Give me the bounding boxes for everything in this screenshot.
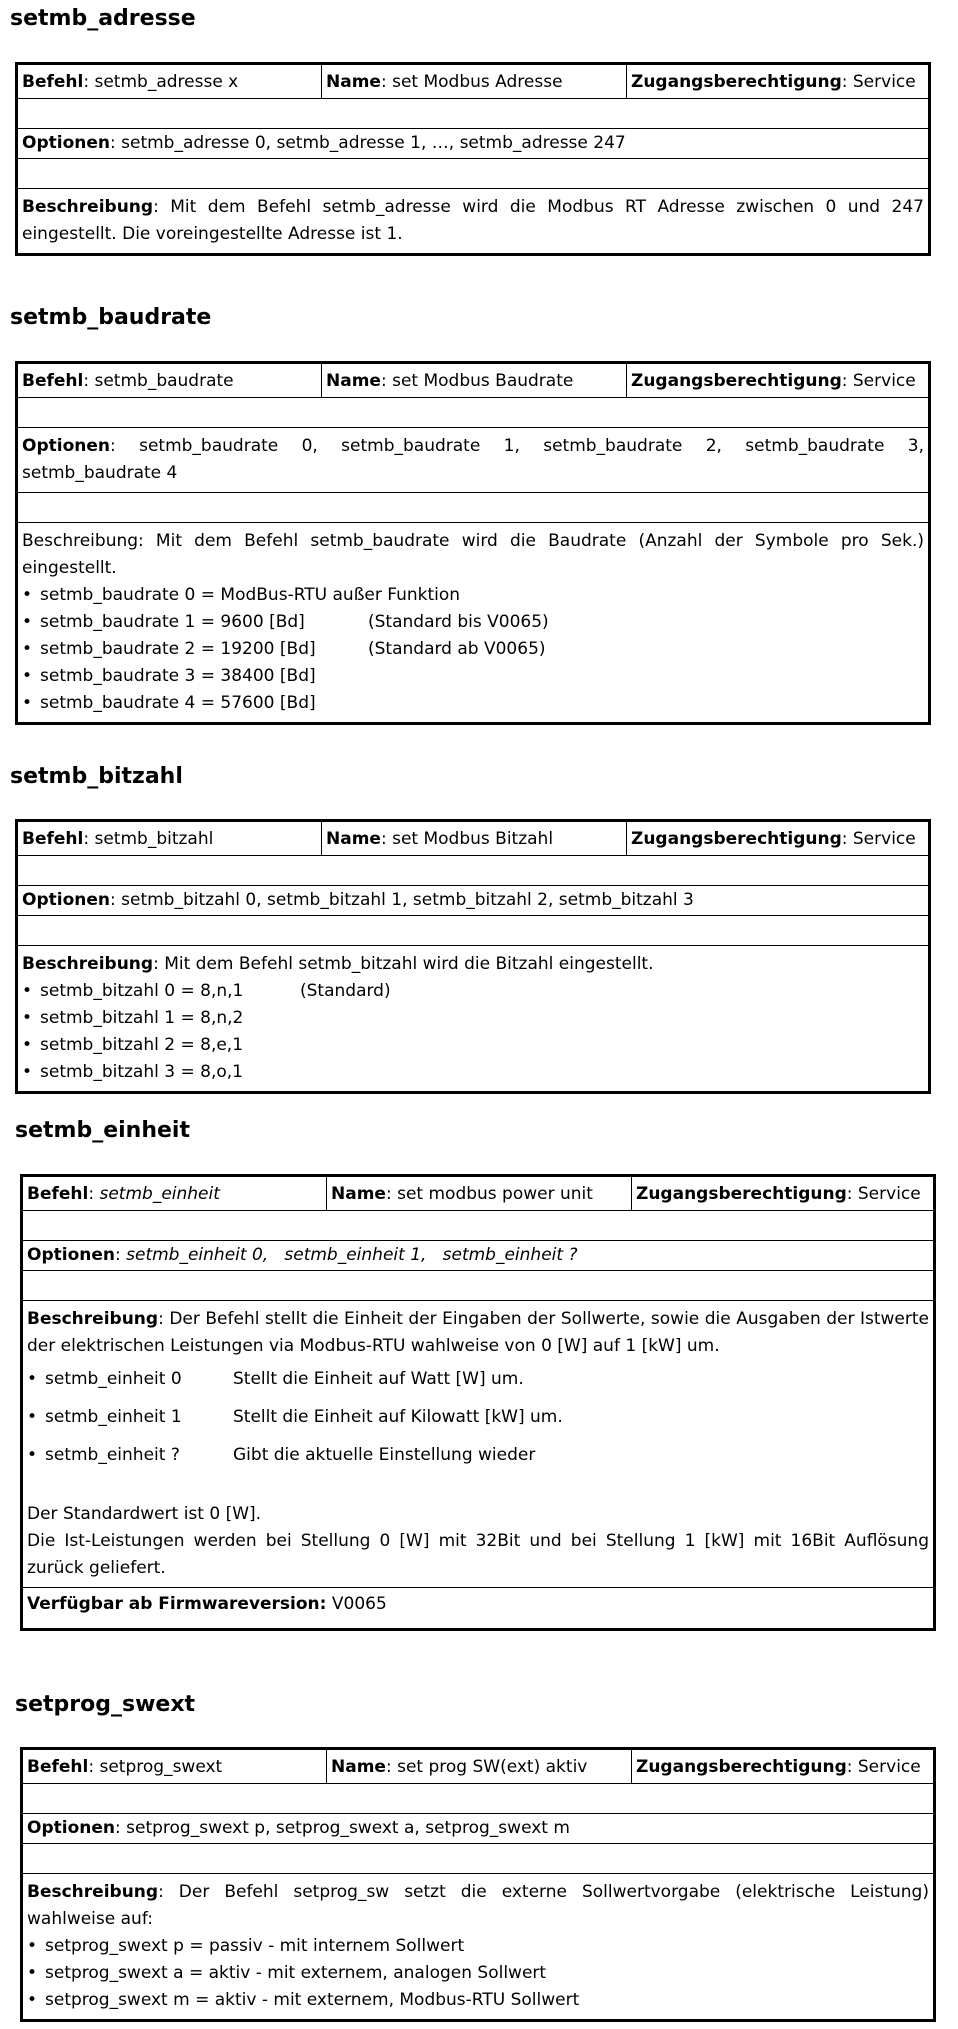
name-cell: Name : set Modbus Adresse	[321, 65, 626, 98]
optionen-row: Optionen: setmb_bitzahl 0, setmb_bitzahl 1, setmb_bitzahl 2, setmb_bitzahl 3	[18, 886, 928, 916]
name-cell: Name : set Modbus Baudrate	[321, 364, 626, 397]
list-item: • setmb_bitzahl 1 = 8,n,2	[22, 1008, 244, 1028]
beschreibung-text: Beschreibung: Mit dem Befehl setmb_baudrate wird die Baudrate (Anzahl der Symbole pro Sek.) eingestellt.	[22, 531, 924, 578]
name-cell: Name : set Modbus Bitzahl	[321, 822, 626, 855]
name-value: set Modbus Bitzahl	[392, 828, 554, 849]
befehl-cell: Befehl : setmb_baudrate	[22, 370, 234, 391]
beschreibung-value: Mit dem Befehl setmb_bitzahl wird die Bitzahl eingestellt.	[164, 954, 654, 974]
list-item: • setmb_bitzahl 0 = 8,n,1 (Standard)	[22, 981, 391, 1001]
empty-row	[18, 159, 928, 189]
beschreibung-value: Mit dem Befehl setmb_adresse wird die Modbus RT Adresse zwischen 0 und 247 eingestellt. Die voreingestellte Adresse ist 1.	[22, 197, 924, 244]
header-row	[18, 364, 928, 398]
access-value: Service	[857, 1756, 921, 1777]
befehl-cell: Befehl : setmb_adresse x	[22, 71, 239, 92]
befehl-value: setprog_swext	[99, 1756, 223, 1777]
firmware-value: V0065	[331, 1594, 387, 1614]
befehl-cell: Befehl : setprog_swext	[27, 1756, 223, 1777]
optionen-row: Optionen: setmb_baudrate 0, setmb_baudrate 1, setmb_baudrate 2, setmb_baudrate 3, setmb_baudrate 4	[18, 428, 928, 493]
header-row	[23, 1750, 933, 1784]
access-value: Service	[857, 1183, 921, 1204]
befehl-value: setmb_adresse x	[94, 71, 239, 92]
section-title: setmb_einheit	[15, 1118, 190, 1143]
befehl-value: setmb_bitzahl	[94, 828, 214, 849]
command-table-setmb-einheit	[20, 1174, 936, 1631]
beschreibung-value: Der Befehl stellt die Einheit der Eingaben der Sollwerte, sowie die Ausgaben der Istwerte der elektrischen Leistungen via Modbus-RTU wahlweise von 0 [W] auf 1 [kW] um.	[27, 1309, 930, 1356]
name-value: set modbus power unit	[397, 1183, 593, 1204]
empty-row	[18, 99, 928, 129]
name-cell: Name : set modbus power unit	[326, 1177, 631, 1210]
section-title: setmb_bitzahl	[10, 764, 183, 789]
beschreibung-row	[18, 946, 928, 1091]
name-value: set Modbus Adresse	[392, 71, 563, 92]
beschreibung-row: Beschreibung: Mit dem Befehl setmb_adresse wird die Modbus RT Adresse zwischen 0 und 247 eingestellt. Die voreingestellte Adresse ist 1.	[22, 197, 924, 244]
empty-row	[18, 493, 928, 523]
access-cell: Zugangsberechtigung : Service	[626, 822, 928, 855]
list-item: • setprog_swext m = aktiv - mit externem, Modbus-RTU Sollwert	[27, 1990, 580, 2010]
command-table-setmb-bitzahl	[15, 819, 931, 1094]
beschreibung-text: Beschreibung: Der Befehl setprog_sw setzt die externe Sollwertvorgabe (elektrische Leistung) wahlweise auf:	[27, 1882, 929, 1929]
beschreibung-text: Beschreibung: Mit dem Befehl setmb_bitzahl wird die Bitzahl eingestellt.	[22, 954, 654, 974]
list-item: • setmb_bitzahl 3 = 8,o,1	[22, 1062, 243, 1082]
section-title: setmb_baudrate	[10, 305, 212, 330]
optionen-row: Optionen: setmb_adresse 0, setmb_adresse 1, …, setmb_adresse 247	[18, 129, 928, 159]
list-item: • setmb_einheit ? Gibt die aktuelle Einstellung wieder	[27, 1445, 536, 1465]
empty-row	[23, 1211, 933, 1241]
beschreibung-value: Der Befehl setprog_sw setzt die externe Sollwertvorgabe (elektrische Leistung) wahlweise auf:	[27, 1882, 929, 1929]
beschreibung-row	[23, 1301, 933, 1588]
list-item: • setmb_einheit 0 Stellt die Einheit auf Watt [W] um.	[27, 1369, 524, 1389]
list-item: • setmb_baudrate 4 = 57600 [Bd]	[22, 693, 316, 713]
command-table-setprog-swext	[20, 1747, 936, 2022]
header-row	[18, 822, 928, 856]
beschreibung-row	[23, 1874, 933, 2019]
list-item: • setmb_baudrate 0 = ModBus-RTU außer Funktion	[22, 585, 461, 605]
befehl-value: setmb_einheit	[99, 1183, 220, 1204]
access-value: Service	[852, 828, 916, 849]
access-cell: Zugangsberechtigung : Service	[626, 364, 928, 397]
firmware-row: Verfügbar ab Firmwareversion: V0065	[27, 1594, 387, 1614]
name-cell: Name : set prog SW(ext) aktiv	[326, 1750, 631, 1783]
list-item: • setprog_swext a = aktiv - mit externem, analogen Sollwert	[27, 1963, 547, 1983]
access-cell: Zugangsberechtigung : Service	[631, 1177, 933, 1210]
empty-row	[23, 1271, 933, 1301]
list-item: • setmb_baudrate 1 = 9600 [Bd] (Standard bis V0065)	[22, 612, 549, 632]
list-item: • setmb_baudrate 2 = 19200 [Bd] (Standard ab V0065)	[22, 639, 546, 659]
optionen-value: setprog_swext p, setprog_swext a, setprog_swext m	[126, 1818, 570, 1838]
empty-row	[18, 398, 928, 428]
beschreibung-row	[18, 523, 928, 722]
befehl-value: setmb_baudrate	[94, 370, 234, 391]
list-item: • setprog_swext p = passiv - mit internem Sollwert	[27, 1936, 465, 1956]
access-cell: Zugangsberechtigung : Service	[626, 65, 928, 98]
optionen-value: setmb_einheit 0, setmb_einheit 1, setmb_einheit ?	[126, 1245, 578, 1265]
section-title: setprog_swext	[15, 1692, 196, 1717]
list-item: • setmb_bitzahl 2 = 8,e,1	[22, 1035, 244, 1055]
name-value: set prog SW(ext) aktiv	[397, 1756, 588, 1777]
empty-row	[23, 1784, 933, 1814]
befehl-cell: Befehl : setmb_einheit	[27, 1183, 220, 1204]
access-value: Service	[852, 370, 916, 391]
name-value: set Modbus Baudrate	[392, 370, 574, 391]
section-title: setmb_adresse	[10, 6, 196, 31]
header-row	[18, 65, 928, 99]
access-cell: Zugangsberechtigung : Service	[631, 1750, 933, 1783]
header-row	[23, 1177, 933, 1211]
standard-text: Der Standardwert ist 0 [W].	[27, 1504, 262, 1524]
command-table-setmb-adresse	[15, 62, 931, 256]
optionen-value: setmb_baudrate 0, setmb_baudrate 1, setmb_baudrate 2, setmb_baudrate 3, setmb_baudrate 4	[22, 436, 924, 483]
empty-row	[18, 856, 928, 886]
befehl-cell: Befehl : setmb_bitzahl	[22, 828, 214, 849]
command-table-setmb-baudrate	[15, 361, 931, 725]
list-item: • setmb_einheit 1 Stellt die Einheit auf Kilowatt [kW] um.	[27, 1407, 563, 1427]
optionen-row: Optionen: setmb_einheit 0, setmb_einheit 1, setmb_einheit ?	[23, 1241, 933, 1271]
list-item: • setmb_baudrate 3 = 38400 [Bd]	[22, 666, 316, 686]
ist-text: Die Ist-Leistungen werden bei Stellung 0 [W] mit 32Bit und bei Stellung 1 [kW] mit 16Bit Auflösung zurück geliefert.	[27, 1531, 929, 1578]
optionen-value: setmb_adresse 0, setmb_adresse 1, …, setmb_adresse 247	[121, 133, 626, 153]
optionen-row: Optionen: setprog_swext p, setprog_swext a, setprog_swext m	[23, 1814, 933, 1844]
beschreibung-text: Beschreibung: Der Befehl stellt die Einheit der Eingaben der Sollwerte, sowie die Ausgaben der Istwerte der elektrischen Leistungen via Modbus-RTU wahlweise von 0 [W] auf 1 [kW] um.	[27, 1309, 930, 1356]
empty-row	[23, 1844, 933, 1874]
access-value: Service	[852, 71, 916, 92]
optionen-value: setmb_bitzahl 0, setmb_bitzahl 1, setmb_bitzahl 2, setmb_bitzahl 3	[121, 890, 694, 910]
empty-row	[18, 916, 928, 946]
